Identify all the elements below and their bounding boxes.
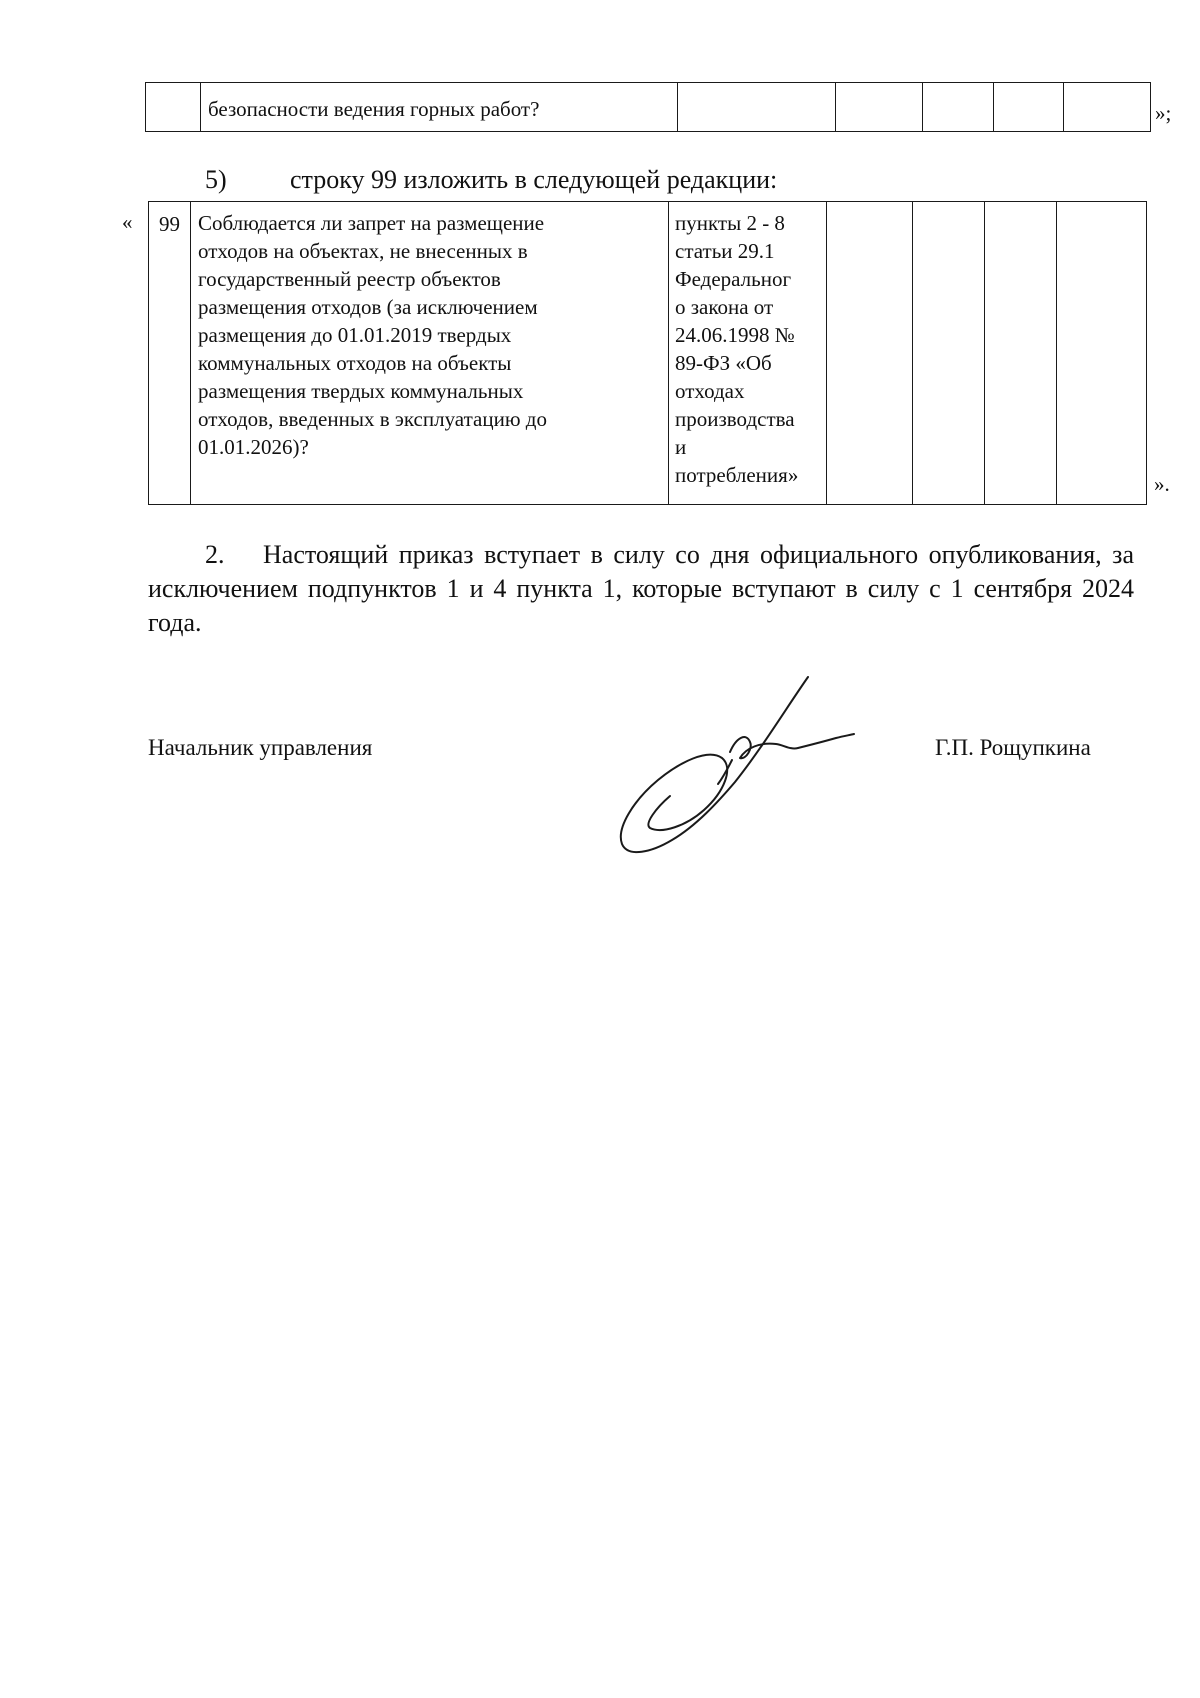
reference-cell: [678, 83, 836, 132]
question-text: Соблюдается ли запрет на размещение отходов на объектах, не внесенных в государственный реестр объектов размещения отходов (за исключением размещения до 01.01.2019 твердых коммунальных отходов на объекты размещения твердых коммунальных отходов, введенных в эксплуатацию до 01.01.2026)?: [198, 211, 547, 459]
empty-cell: [913, 202, 985, 505]
checklist-table-row99: [148, 201, 1147, 505]
instruction-number: 5): [205, 165, 227, 194]
legal-reference-text: пункты 2 - 8 статьи 29.1 Федеральног о закона от 24.06.1998 № 89-ФЗ «Об отходах производства и потребления»: [675, 211, 799, 487]
question-text: безопасности ведения горных работ?: [208, 97, 540, 121]
empty-cell: [994, 83, 1064, 132]
row-number-cell: [146, 83, 201, 132]
signer-name: Г.П. Рощупкина: [935, 735, 1091, 760]
paragraph-number: 2.: [205, 540, 225, 569]
opening-quote: «: [122, 210, 133, 234]
instruction-line: [205, 165, 777, 195]
empty-cell: [827, 202, 913, 505]
row-number: 99: [159, 212, 180, 236]
table-row: [146, 83, 1151, 132]
signer-position: Начальник управления: [148, 735, 373, 760]
empty-cell: [923, 83, 994, 132]
row-number-cell: [149, 202, 191, 505]
closing-quote-top: »;: [1155, 101, 1172, 125]
empty-cell: [1064, 83, 1151, 132]
question-cell: [201, 83, 678, 132]
signature-image: [600, 668, 860, 868]
table-row: [149, 202, 1147, 505]
empty-cell: [985, 202, 1057, 505]
empty-cell: [836, 83, 923, 132]
reference-cell: [669, 202, 827, 505]
closing-quote-row99: ».: [1154, 472, 1170, 496]
paragraph-text: Настоящий приказ вступает в силу со дня официального опубликования, за исключением подпунктов 1 и 4 пункта 1, которые вступают в силу с 1 сентября 2024 года.: [148, 540, 1134, 637]
paragraph-2: [148, 538, 1134, 640]
instruction-text: строку 99 изложить в следующей редакции:: [290, 165, 778, 194]
empty-cell: [1057, 202, 1147, 505]
question-cell: [191, 202, 669, 505]
checklist-table-top: [145, 82, 1151, 132]
